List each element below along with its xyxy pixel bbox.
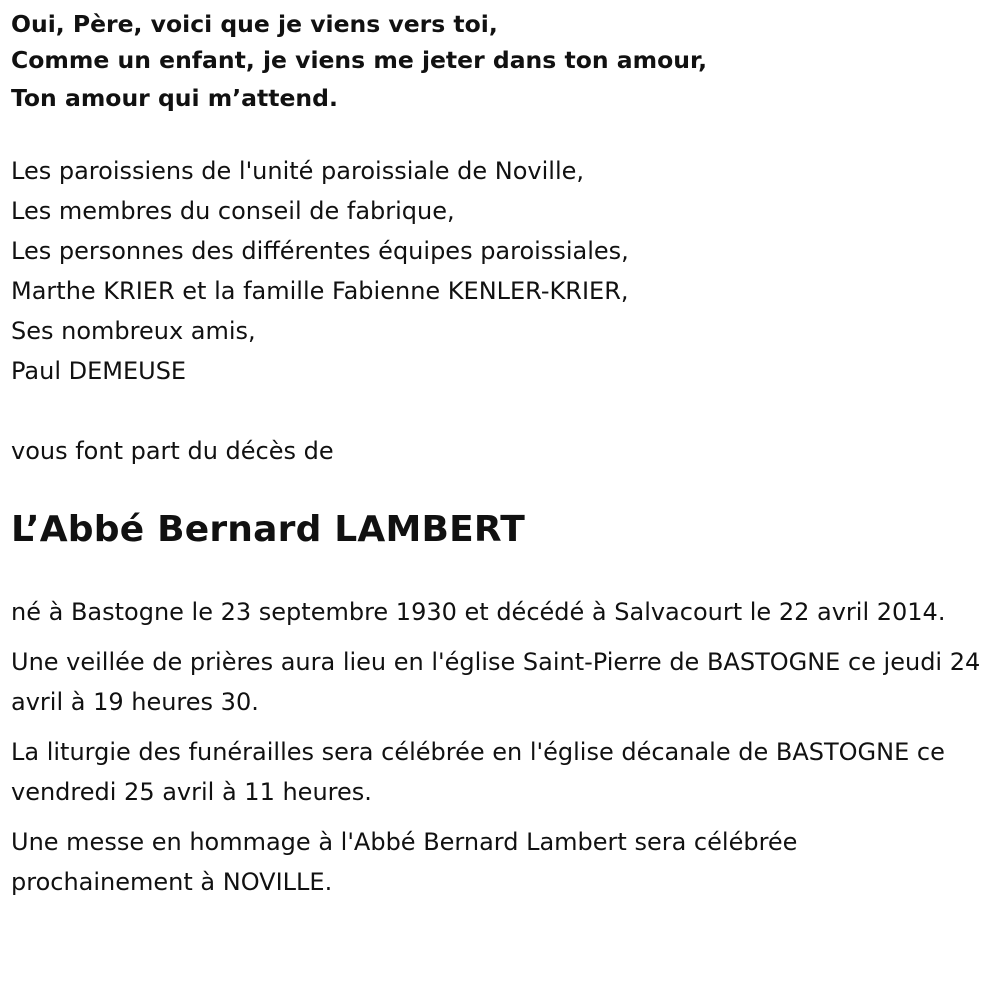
verse-line: Ton amour qui m’attend. — [11, 84, 338, 112]
verse-line: Oui, Père, voici que je viens vers toi, — [11, 10, 498, 38]
birth-death-info: né à Bastogne le 23 septembre 1930 et décédé à Salvacourt le 22 avril 2014. — [11, 598, 946, 626]
memorial-mass-info: Une messe en hommage à l'Abbé Bernard Lambert sera célébrée prochainement à NOVILLE. — [11, 828, 798, 896]
funeral-info: La liturgie des funérailles sera célébrée en l'église décanale de BASTOGNE ce vendredi 25 avril à 11 heures. — [11, 738, 945, 806]
announcement-intro: vous font part du décès de — [11, 437, 334, 465]
deceased-name: L’Abbé Bernard LAMBERT — [11, 509, 525, 550]
verse-line: Comme un enfant, je viens me jeter dans ton amour, — [11, 46, 708, 74]
sender-line: Les paroissiens de l'unité paroissiale de Noville, — [11, 157, 584, 185]
sender-line: Paul DEMEUSE — [11, 357, 187, 385]
details — [11, 592, 986, 902]
sender-line: Marthe KRIER et la famille Fabienne KENLER-KRIER, — [11, 277, 629, 305]
verse — [11, 0, 986, 123]
vigil-info: Une veillée de prières aura lieu en l'église Saint-Pierre de BASTOGNE ce jeudi 24 avril à 19 heures 30. — [11, 648, 981, 716]
death-notice — [11, 0, 986, 912]
sender-line: Les membres du conseil de fabrique, — [11, 197, 455, 225]
sender-line: Ses nombreux amis, — [11, 317, 256, 345]
sender-line: Les personnes des différentes équipes paroissiales, — [11, 237, 629, 265]
senders-list — [11, 151, 986, 391]
